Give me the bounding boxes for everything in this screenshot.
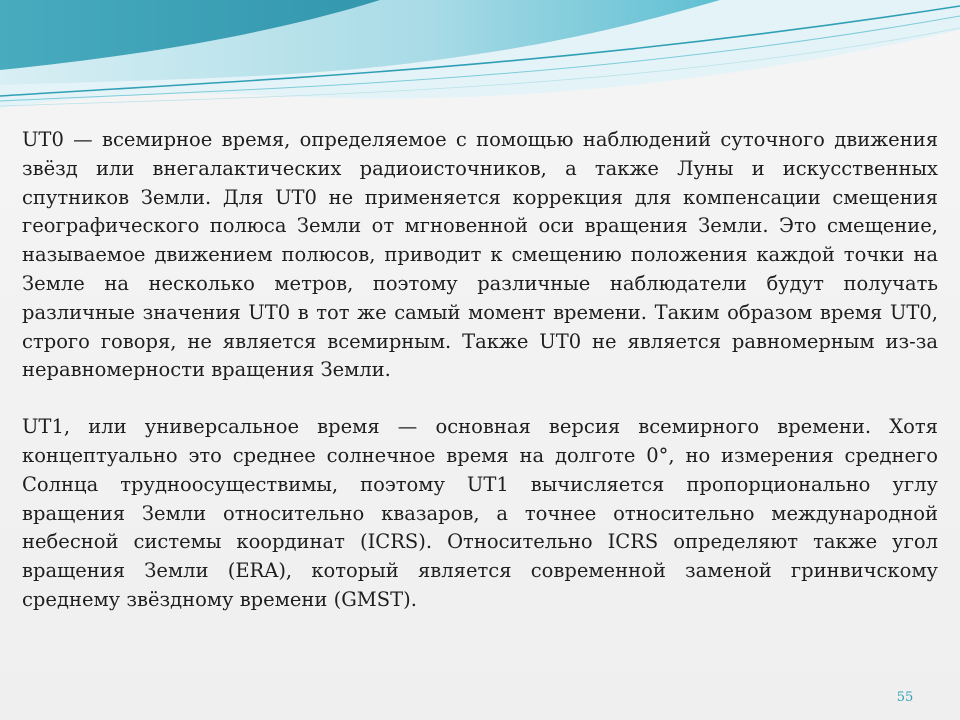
page-number: 55 [896, 690, 914, 705]
paragraph-ut1: UT1, или универсальное время — основная версия всемирного времени. Хотя концептуально это среднее солнечное время на долготе 0°, но измерения среднего Солнца трудноосуществимы, поэтому UT1 вычисляется пропорционально углу вращения Земли относительно квазаров, а точнее относительно международной небесной системы координат (ICRS). Относительно ICRS определяют также угол вращения Земли (ERA), который является современной заменой гринвичскому среднему звёздному времени (GMST). [22, 415, 938, 611]
paragraph-ut0: UT0 — всемирное время, определяемое с помощью наблюдений суточного движения звёзд или внегалактических радиоисточников, а также Луны и искусственных спутников Земли. Для UT0 не применяется коррекция для компенсации смещения географического полюса Земли от мгновенной оси вращения Земли. Это смещение, называемое движением полюсов, приводит к смещению положения каждой точки на Земле на несколько метров, поэтому различные наблюдатели будут получать различные значения UT0 в тот же самый момент времени. Таким образом время UT0, строго говоря, не является всемирным. Также UT0 не является равномерным из-за неравномерности вращения Земли. [22, 128, 938, 382]
slide-content [22, 126, 938, 615]
decorative-wave-header [0, 0, 960, 120]
